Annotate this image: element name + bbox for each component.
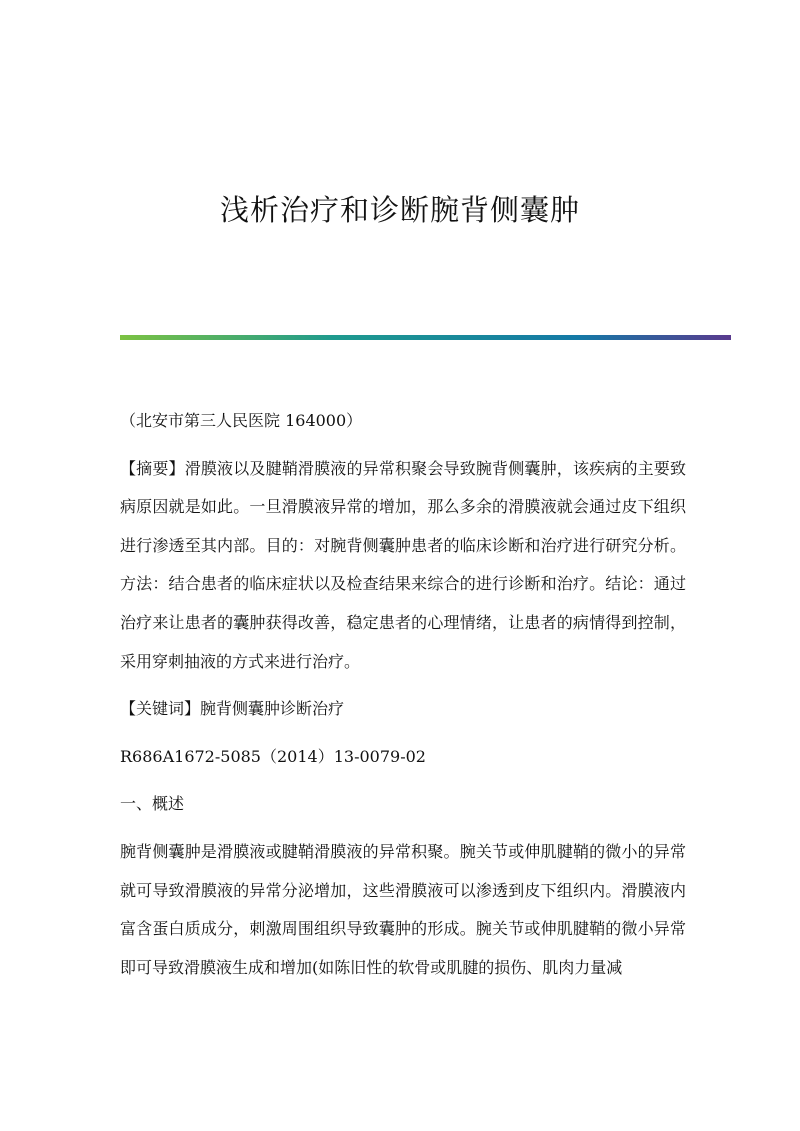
- keywords-line: 【关键词】腕背侧囊肿诊断治疗: [120, 699, 345, 719]
- section-heading: 一、概述: [120, 794, 185, 814]
- body-paragraph: 腕背侧囊肿是滑膜液或腱鞘滑膜液的异常积聚。腕关节或伸肌腱鞘的微小的异常就可导致滑膜液的异常分泌增加，这些滑膜液可以渗透到皮下组织内。滑膜液内富含蛋白质成分，刺激周围组织导致囊肿的形成。腕关节或伸肌腱鞘的微小异常即可导致滑膜液生成和增加(如陈旧性的软骨或肌腱的损伤、肌肉力量减: [120, 841, 686, 977]
- classification-code: R686A1672-5085（2014）13-0079-02: [120, 746, 426, 766]
- abstract-paragraph: 【摘要】滑膜液以及腱鞘滑膜液的异常积聚会导致腕背侧囊肿，该疾病的主要致病原因就是如此。一旦滑膜液异常的增加，那么多余的滑膜液就会通过皮下组织进行渗透至其内部。目的：对腕背侧囊肿患者的临床诊断和治疗进行研究分析。方法：结合患者的临床症状以及检查结果来综合的进行诊断和治疗。结论：通过治疗来让患者的囊肿获得改善，稳定患者的心理情绪，让患者的病情得到控制，采用穿刺抽液的方式来进行治疗。: [120, 458, 686, 671]
- document-title: 浅析治疗和诊断腕背侧囊肿: [219, 193, 580, 227]
- document-body: [120, 402, 686, 996]
- author-affiliation: （北安市第三人民医院 164000）: [120, 411, 363, 430]
- title-divider: [120, 335, 731, 340]
